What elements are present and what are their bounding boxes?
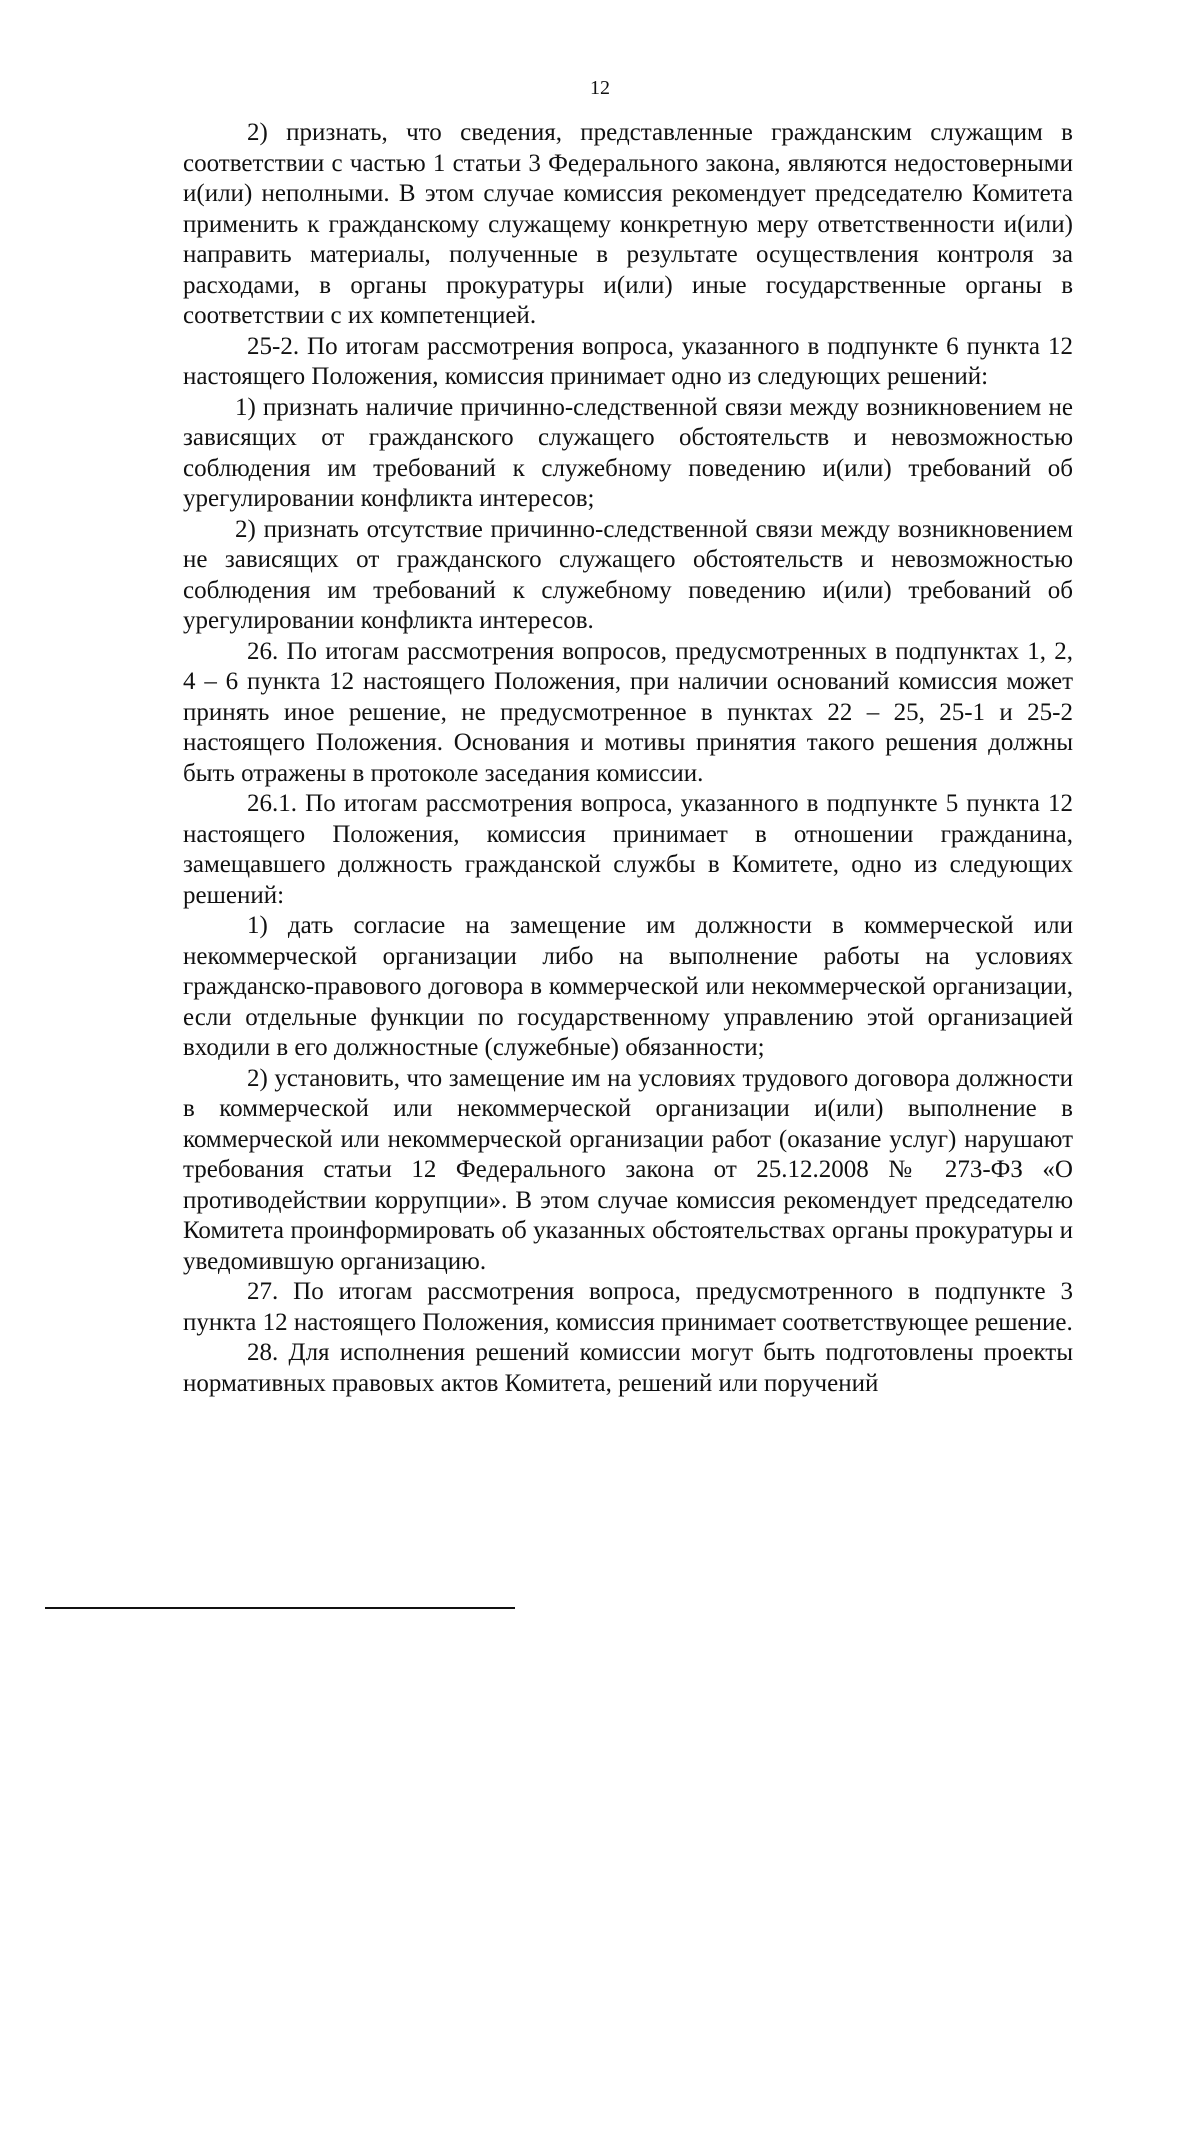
paragraph-26: 26. По итогам рассмотрения вопросов, предусмотренных в подпунктах 1, 2, 4 – 6 пункта 12 настоящего Положения, при наличии оснований комиссия может принять иное решение, не предусмотренное в пунктах 22 – 25, 25-1 и 25-2 настоящего Положения. Основания и мотивы принятия такого решения должны быть отражены в протоколе заседания комиссии.: [183, 637, 1073, 787]
paragraph-25-2: 25-2. По итогам рассмотрения вопроса, указанного в подпункте 6 пункта 12 настоящего Положения, комиссия принимает одно из следующих решений:: [183, 332, 1073, 390]
paragraph-26-1-item-1: 1) дать согласие на замещение им должности в коммерческой или некоммерческой организации либо на выполнение работы на условиях гражданско-правового договора в коммерческой или некоммерческой организации, если отдельные функции по государственному управлению этой организацией входили в его должностные (служебные) обязанности;: [183, 912, 1073, 1061]
paragraph-27: 27. По итогам рассмотрения вопроса, предусмотренного в подпункте 3 пункта 12 настоящего Положения, комиссия принимает соответствующее решение.: [183, 1278, 1073, 1336]
page-number: 12: [590, 77, 610, 99]
footnote-divider: [45, 1607, 515, 1609]
paragraph-25-2-item-1: 1) признать наличие причинно-следственной связи между возникновением не зависящих от гражданского служащего обстоятельств и невозможностью соблюдения им требований к служебному поведению и(или) требований об урегулировании конфликта интересов;: [183, 393, 1073, 512]
paragraph-26-1: 26.1. По итогам рассмотрения вопроса, указанного в подпункте 5 пункта 12 настоящего Положения, комиссия принимает в отношении гражданина, замещавшего должность гражданской службы в Комитете, одно из следующих решений:: [183, 790, 1073, 909]
paragraph-item-2-false-info: 2) признать, что сведения, представленные гражданским служащим в соответствии с частью 1 статьи 3 Федерального закона, являются недостоверными и(или) неполными. В этом случае комиссия рекомендует председателю Комитета применить к гражданскому служащему конкретную меру ответственности и(или) направить материалы, полученные в результате осуществления контроля за расходами, в органы прокуратуры и(или) иные государственные органы в соответствии с их компетенцией.: [183, 119, 1073, 329]
paragraph-25-2-item-2: 2) признать отсутствие причинно-следственной связи между возникновением не зависящих от гражданского служащего обстоятельств и невозможностью соблюдения им требований к служебному поведению и(или) требований об урегулировании конфликта интересов.: [183, 515, 1073, 634]
paragraph-28: 28. Для исполнения решений комиссии могут быть подготовлены проекты нормативных правовых актов Комитета, решений или поручений: [183, 1339, 1073, 1397]
paragraph-26-1-item-2: 2) установить, что замещение им на условиях трудового договора должности в коммерческой или некоммерческой организации и(или) выполнение в коммерческой или некоммерческой организации работ (оказание услуг) нарушают требования статьи 12 Федерального закона от 25.12.2008 № 273-ФЗ «О противодействии коррупции». В этом случае комиссия рекомендует председателю Комитета проинформировать об указанных обстоятельствах органы прокуратуры и уведомившую организацию.: [183, 1064, 1073, 1275]
document-body: [183, 118, 1073, 1399]
